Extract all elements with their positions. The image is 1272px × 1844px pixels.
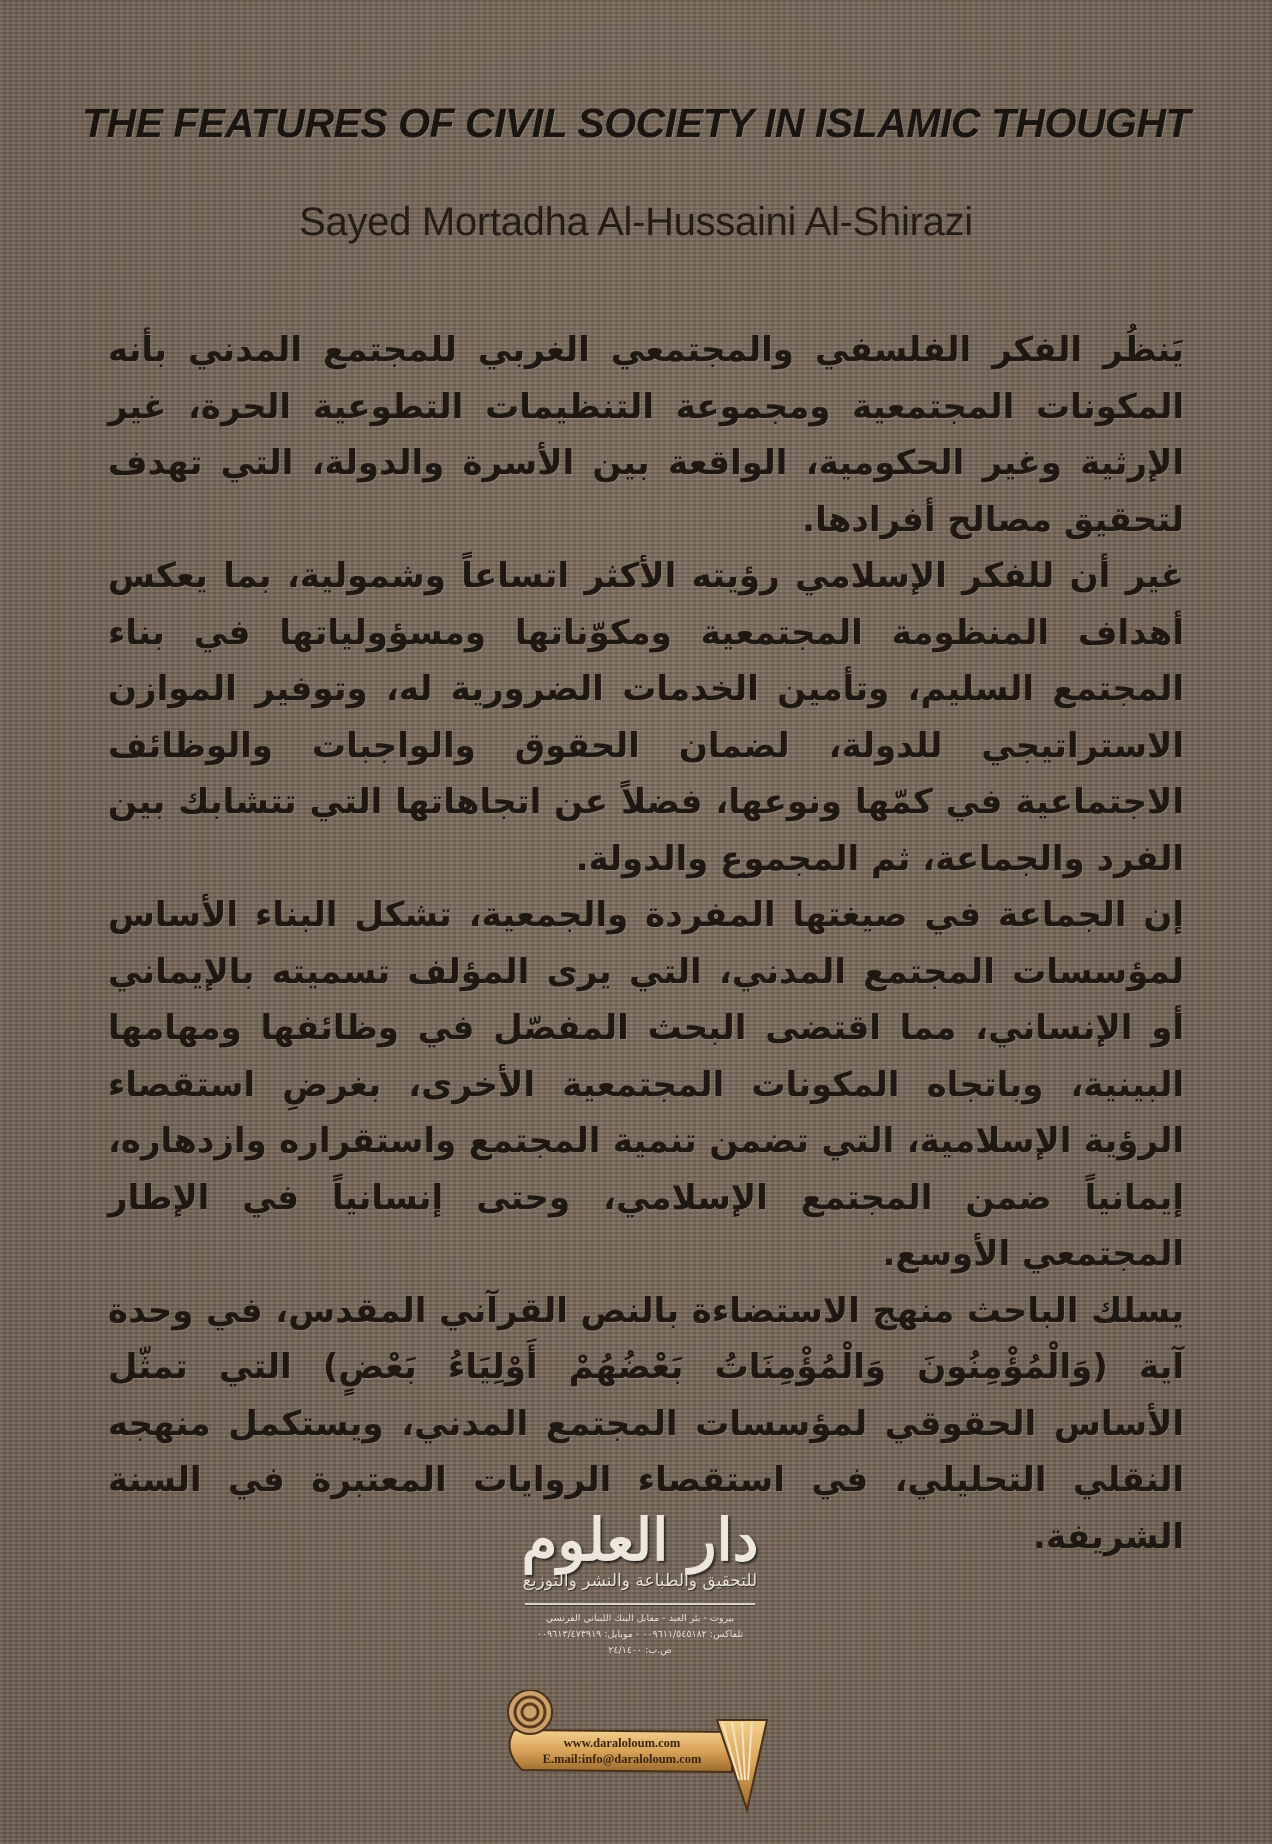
publisher-scroll-banner (492, 1690, 792, 1820)
publisher-contact (522, 1735, 722, 1767)
publisher-phone: تلفاكس: ٠٠٩٦١١/٥٤٥١٨٢ - موبايل: ٠٠٩٦١٣/٤٧٣٩١٩ (536, 1629, 744, 1640)
publisher-block (500, 1505, 780, 1659)
blurb-paragraph: إن الجماعة في صيغتها المفردة والجمعية، تشكل البناء الأساس لمؤسسات المجتمع المدني، التي يرى المؤلف تسميته بالإيماني أو الإنساني، مما اقتضى البحث المفصّل في وظائفها ومهامها البينية، وباتجاه المكونات المجتمعية الأخرى، بغرضِ استقصاء الرؤية الإسلامية، التي تضمن تنمية المجتمع واستقراره وازدهاره، إيمانياً ضمن المجتمع الإسلامي، وحتى إنسانياً في الإطار المجتمعي الأوسع. (108, 895, 1184, 1274)
divider (525, 1603, 755, 1605)
book-title-english: THE FEATURES OF CIVIL SOCIETY IN ISLAMIC THOUGHT (81, 100, 1191, 146)
author-name: Sayed Mortadha Al-Hussaini Al-Shirazi (299, 200, 973, 244)
blurb-paragraph: يسلك الباحث منهج الاستضاءة بالنص القرآني المقدس، في وحدة آية (وَالْمُؤْمِنُونَ وَالْمُؤْمِنَاتُ بَعْضُهُمْ أَوْلِيَاءُ بَعْضٍ) التي تمثّل الأساس الحقوقي لمؤسسات المجتمع المدني، ويستكمل منهجه النقلي التحليلي، في استقصاء الروايات المعتبرة في السنة الشريفة. (108, 1290, 1184, 1557)
blurb-paragraph: يَنظُر الفكر الفلسفي والمجتمعي الغربي للمجتمع المدني بأنه المكونات المجتمعية ومجموعة التنظيمات التطوعية الحرة، غير الإرثية وغير الحكومية، الواقعة بين الأسرة والدولة، التي تهدف لتحقيق مصالح أفرادها. (108, 330, 1184, 540)
blurb-paragraph: غير أن للفكر الإسلامي رؤيته الأكثر اتساعاً وشمولية، بما يعكس أهداف المنظومة المجتمعية ومكوّناتها ومسؤولياتها في بناء المجتمع السليم، وتأمين الخدمات الضرورية له، وتوفير الموازن الاستراتيجي للدولة، لضمان الحقوق والواجبات والوظائف الاجتماعية في كمّها ونوعها، فضلاً عن اتجاهاتها التي تتشابك بين الفرد والجماعة، ثم المجموع والدولة. (108, 556, 1184, 879)
blurb-text (108, 322, 1184, 1565)
website-link: www.daraloloum.com (563, 1736, 681, 1750)
email-link: E.mail:info@daraloloum.com (542, 1752, 702, 1766)
publisher-subtitle: للتحقيق والطباعة والنشر والتوزيع (522, 1571, 758, 1591)
calligraphy-logo-icon: دار العلوم (521, 1506, 759, 1574)
publisher-address: بيروت - بئر العبد - مقابل البنك اللبناني الفرنسي (545, 1613, 735, 1624)
publisher-po-box: ص.ب: ٢٤/١٤٠٠ (608, 1645, 672, 1656)
